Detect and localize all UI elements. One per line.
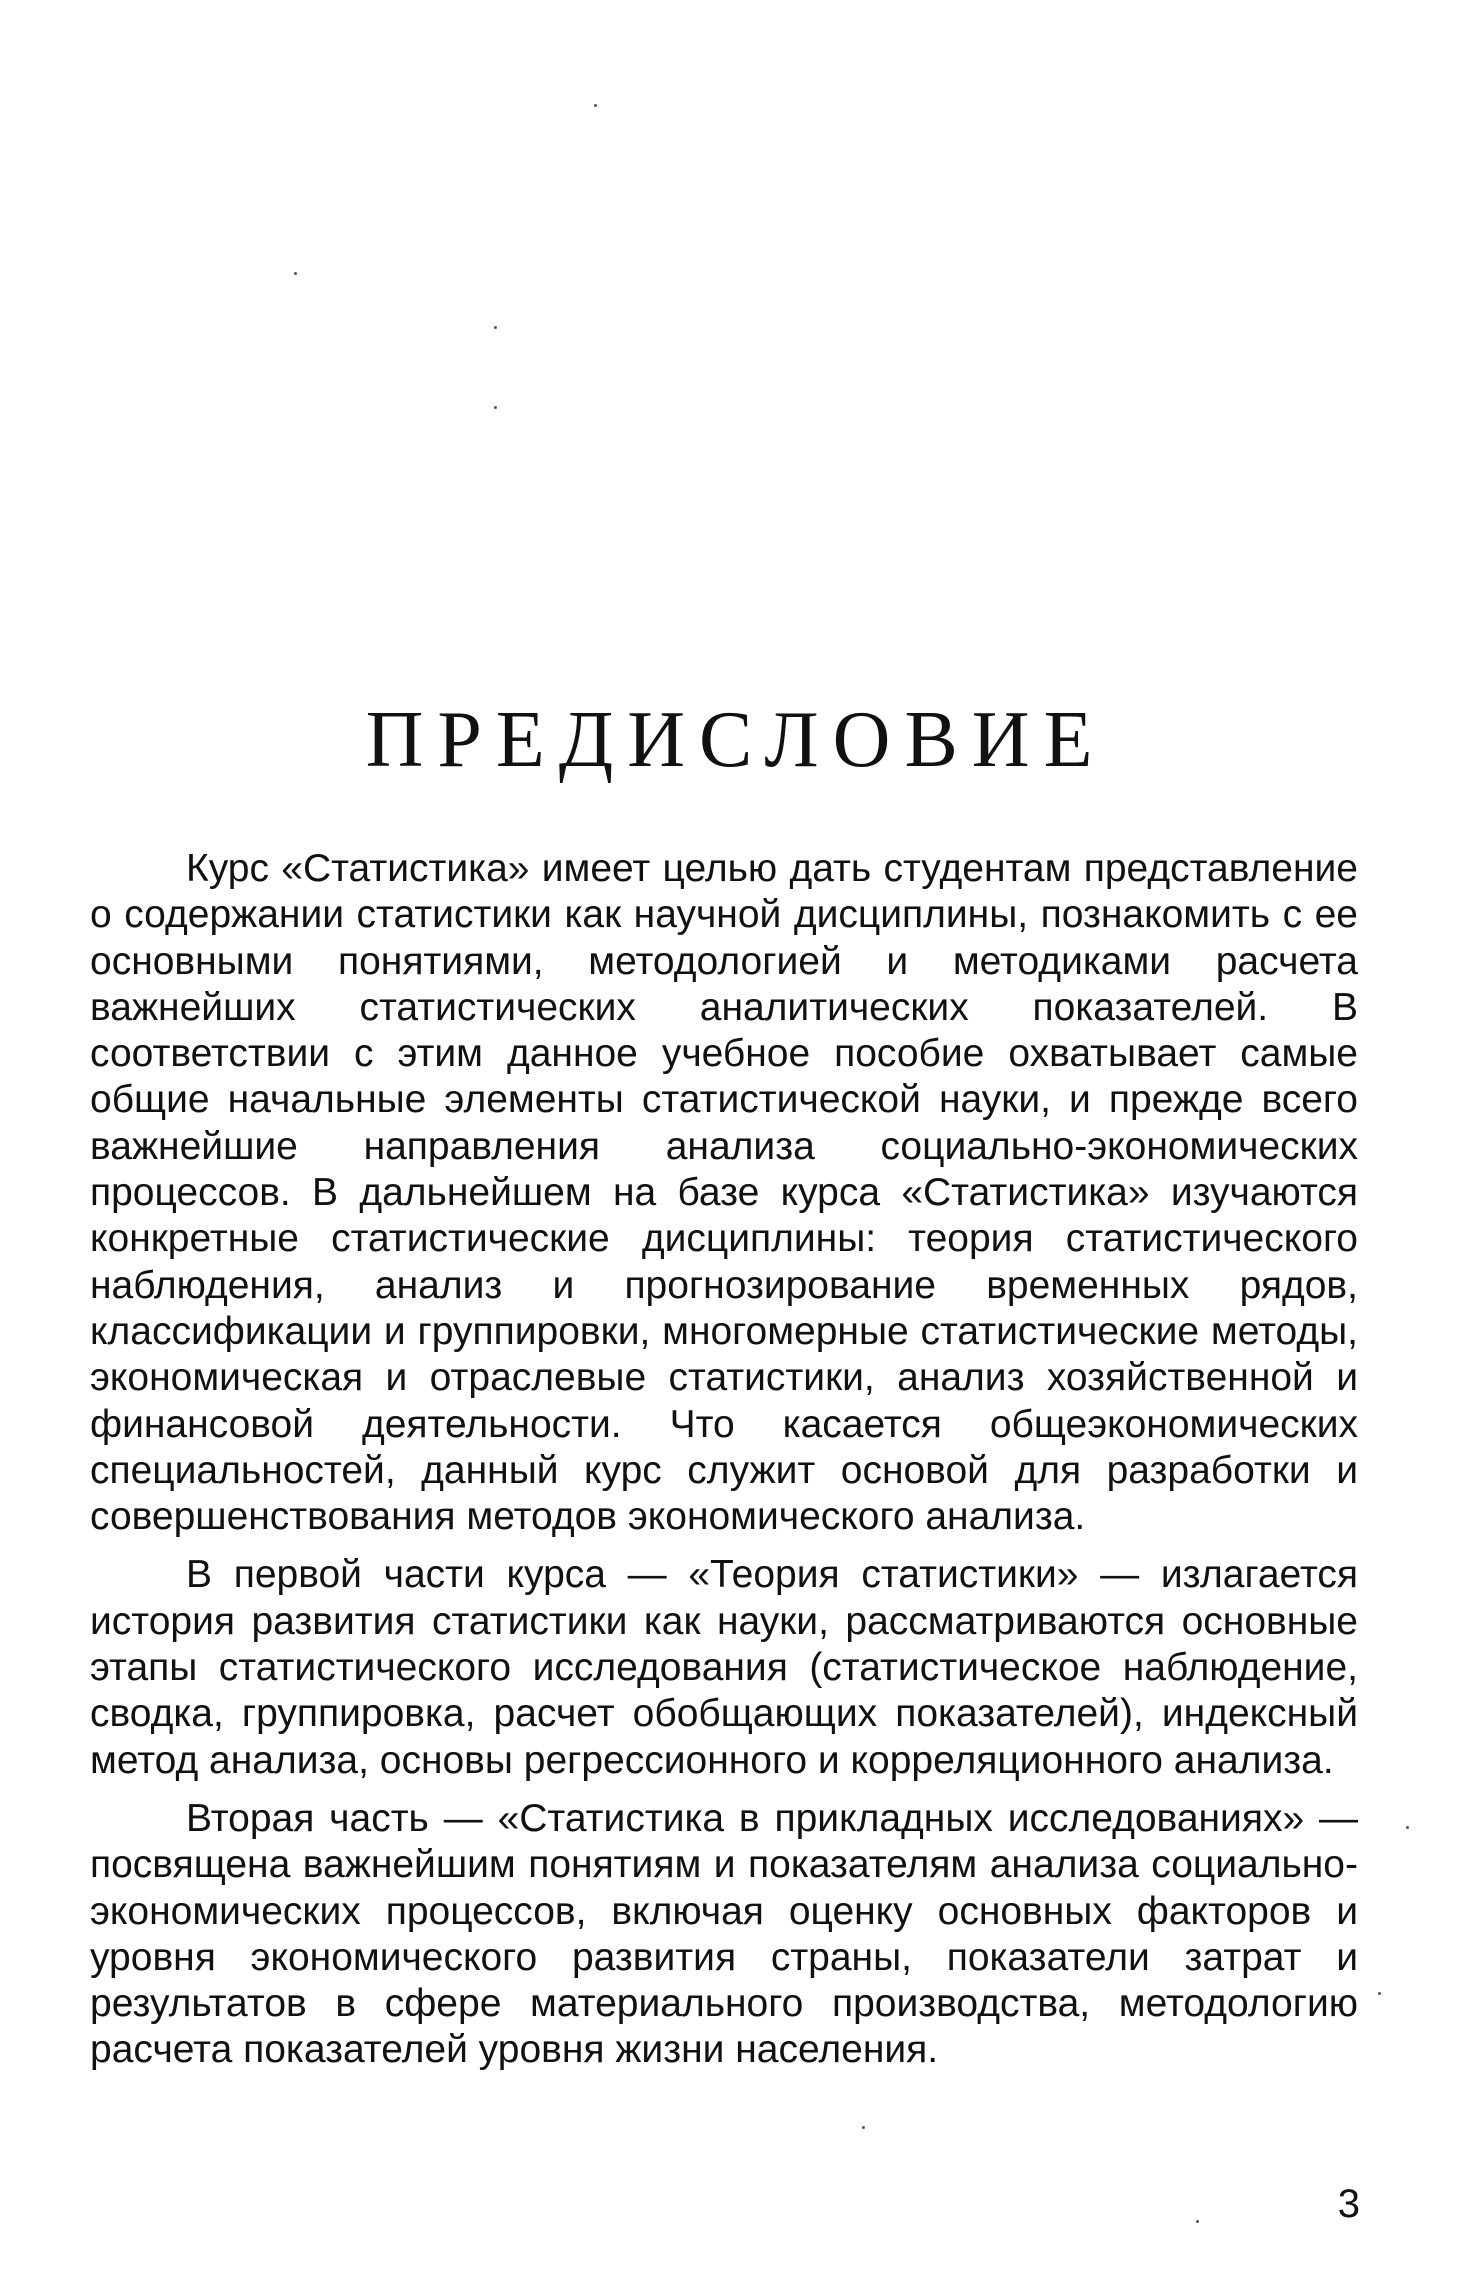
scan-speck <box>494 326 497 329</box>
paragraph: Вторая часть — «Статистика в прикладных исследованиях» — посвящена важнейшим понятиям и показателям анализа социально-экономических процессов, включая оценку основных факторов и уровня экономического развития страны, показатели затрат и результатов в сфере материального производства, методологию расчета показателей уровня жизни населения. <box>90 1796 1358 2072</box>
preface-text <box>90 846 1358 2086</box>
paragraph: В первой части курса — «Теория статистики» — излагается история развития статистики как науки, рассматриваются основные этапы статистического исследования (статистическое наблюдение, сводка, группировка, расчет обобщающих показателей), индексный метод анализа, основы регрессионного и корреляционного анализа. <box>90 1553 1358 1782</box>
scan-speck <box>294 272 297 275</box>
scan-speck <box>1406 1826 1409 1829</box>
scan-speck <box>594 104 597 107</box>
scan-speck <box>862 2126 865 2129</box>
scan-speck <box>1378 1992 1381 1995</box>
scan-speck <box>1196 2220 1199 2223</box>
page-number: 3 <box>1337 2182 1360 2226</box>
page-title: ПРЕДИСЛОВИЕ <box>365 696 1107 784</box>
scan-speck <box>494 406 497 409</box>
paragraph: Курс «Статистика» имеет целью дать студентам представление о содержании статистики как научной дисциплины, познакомить с ее основными понятиями, методологией и методиками расчета важнейших статистических аналитических показателей. В соответствии с этим данное учебное пособие охватывает самые общие начальные элементы статистической науки, и прежде всего важнейшие направления анализа социально-экономических процессов. В дальнейшем на базе курса «Статистика» изучаются конкретные статистические дисциплины: теория статистического наблюдения, анализ и прогнозирование временных рядов, классификации и группировки, многомерные статистические методы, экономическая и отраслевые статистики, анализ хозяйственной и финансовой деятельности. Что касается общеэкономических специальностей, данный курс служит основой для разработки и совершенствования методов экономического анализа. <box>90 847 1358 1539</box>
